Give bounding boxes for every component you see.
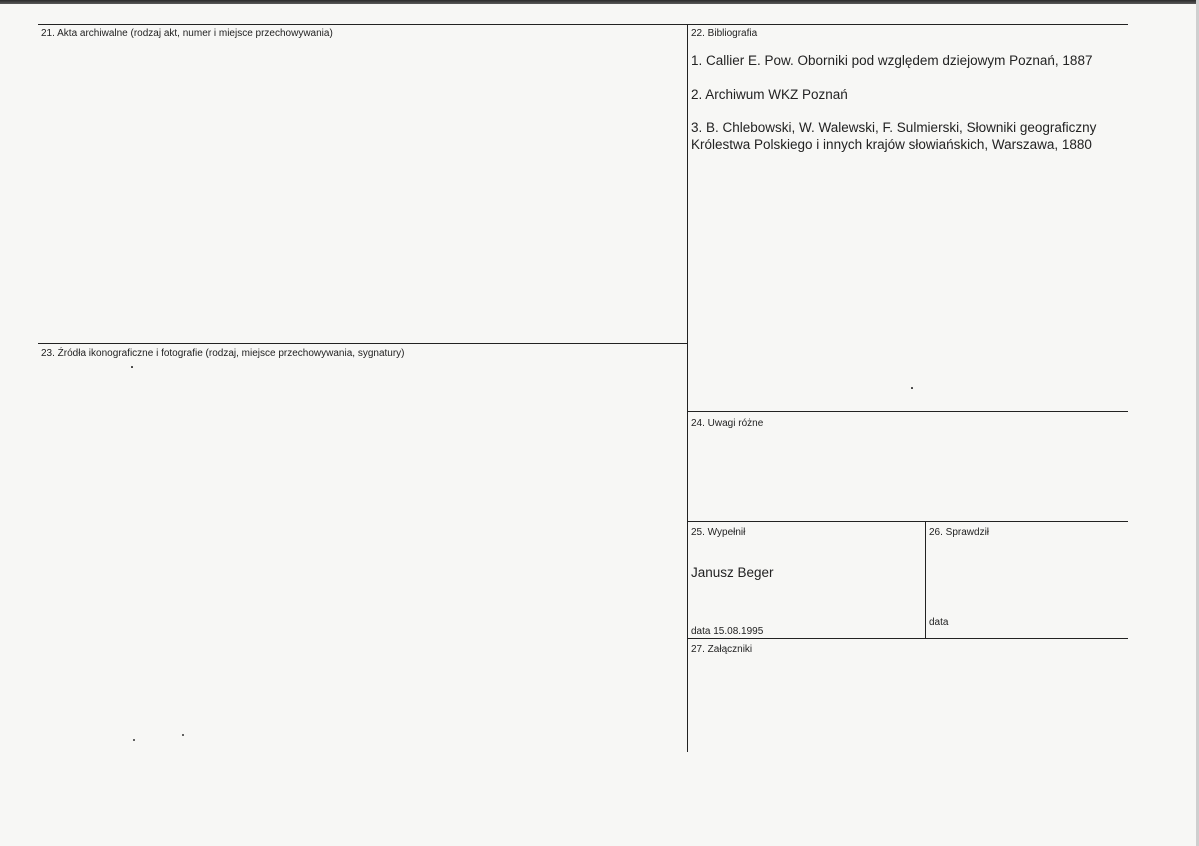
- rule-25-26-divider: [925, 521, 926, 639]
- bibliography-entry-2: 2. Archiwum WKZ Poznań: [691, 87, 848, 102]
- rule-section-27: [687, 638, 1128, 639]
- filled-by-name: Janusz Beger: [691, 565, 774, 580]
- page-top-edge: [0, 0, 1199, 4]
- scan-speck: [182, 734, 184, 736]
- scan-speck: [911, 387, 913, 389]
- section-23-label: 23. Źródła ikonograficzne i fotografie (rodzaj, miejsce przechowywania, sygnatury): [41, 348, 405, 359]
- section-27-label: 27. Załączniki: [691, 644, 753, 655]
- section-21-label: 21. Akta archiwalne (rodzaj akt, numer i miejsce przechowywania): [41, 28, 333, 39]
- scan-speck: [131, 366, 133, 368]
- bibliography-entry-3-line-1: 3. B. Chlebowski, W. Walewski, F. Sulmierski, Słowniki geograficzny: [691, 120, 1097, 135]
- bibliography-entry-1: 1. Callier E. Pow. Oborniki pod względem dziejowym Poznań, 1887: [691, 53, 1093, 68]
- section-22-label: 22. Bibliografia: [691, 28, 758, 39]
- section-26-label: 26. Sprawdził: [929, 527, 990, 538]
- rule-center-divider: [687, 24, 688, 752]
- rule-section-25: [687, 521, 1128, 522]
- section-24-label: 24. Uwagi różne: [691, 418, 764, 429]
- rule-section-23: [38, 343, 688, 344]
- filled-by-date: data 15.08.1995: [691, 626, 764, 637]
- bibliography-entry-3-line-2: Królestwa Polskiego i innych krajów słowiańskich, Warszawa, 1880: [691, 137, 1092, 152]
- rule-top: [38, 24, 1128, 25]
- rule-section-24: [687, 411, 1128, 412]
- checked-by-date: data: [929, 617, 949, 628]
- section-25-label: 25. Wypełnił: [691, 527, 746, 538]
- scan-speck: [133, 739, 135, 741]
